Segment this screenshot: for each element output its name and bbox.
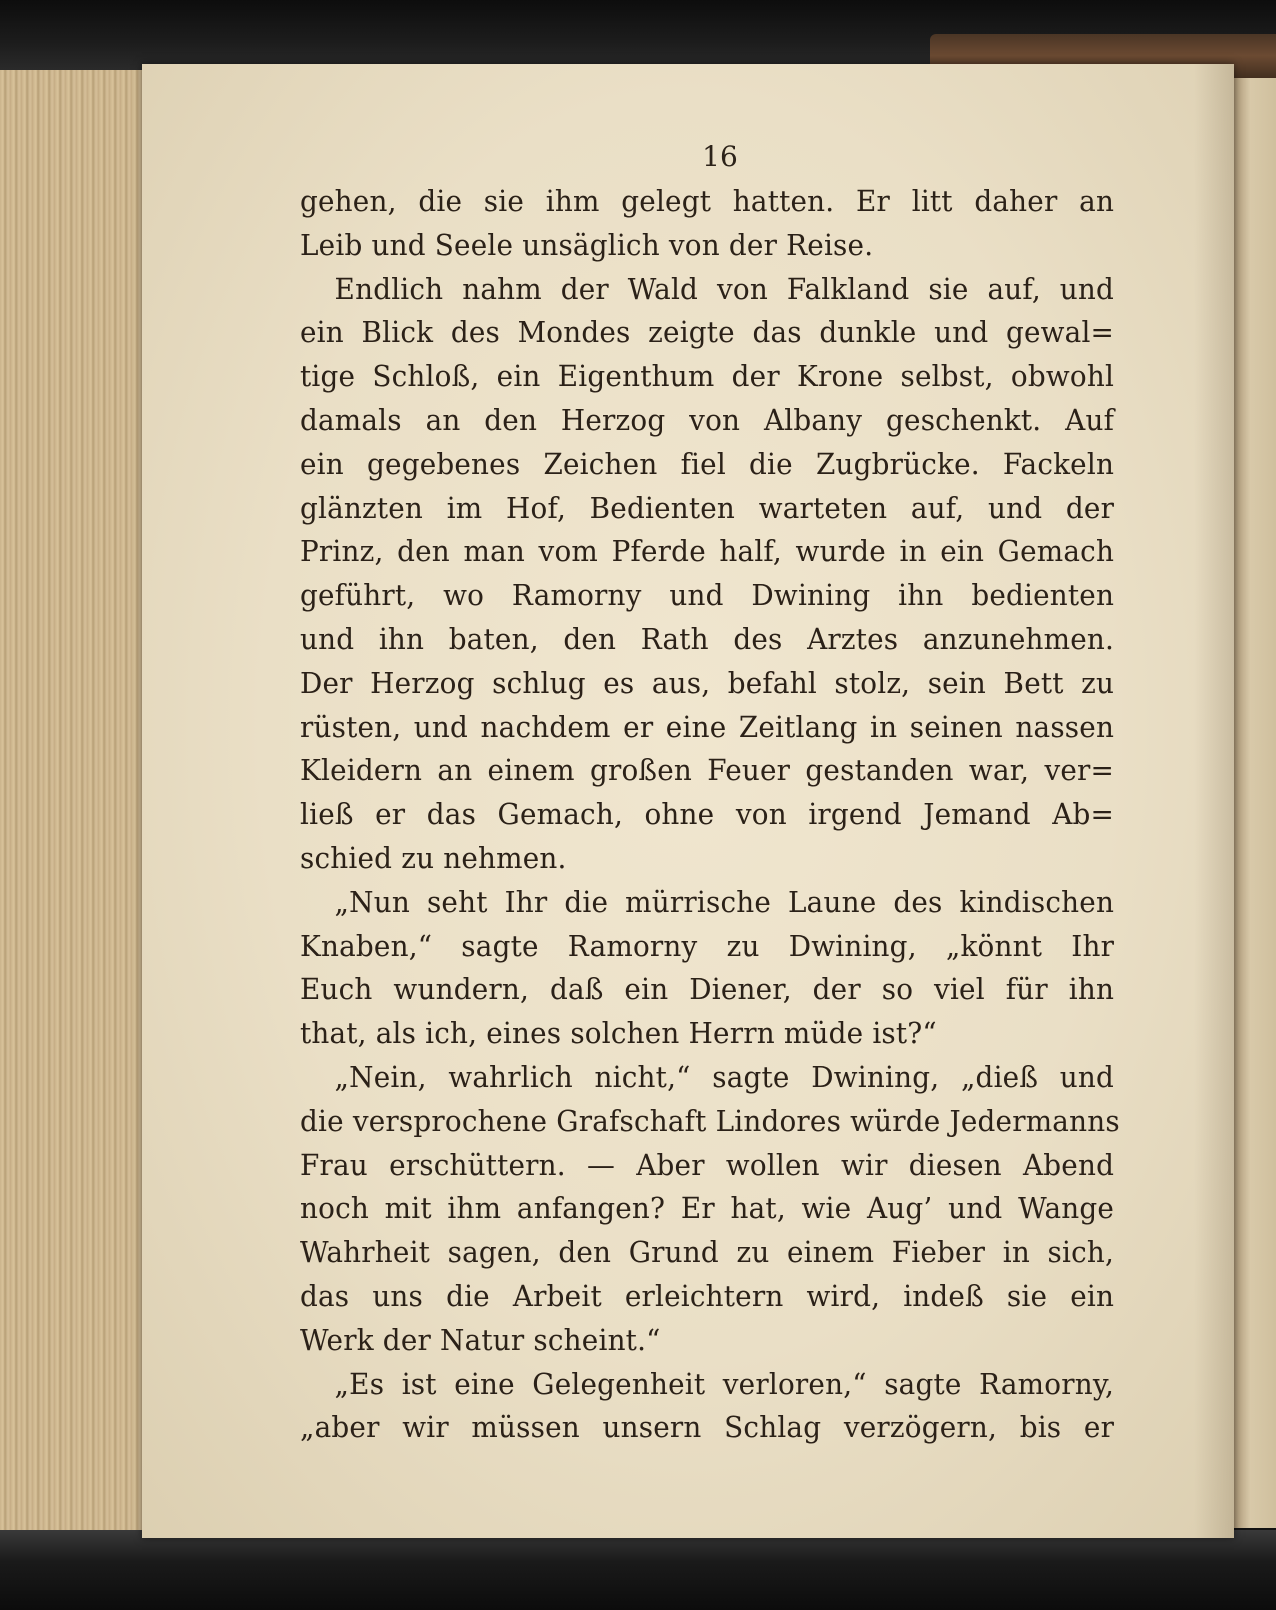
text-line: that, als ich, eines solchen Herrn müde ist?“: [300, 1016, 937, 1051]
text-line: „Es ist eine Gelegenheit verloren,“ sagte Ramorny,: [334, 1366, 1115, 1401]
page-number: 16: [702, 140, 738, 173]
text-line: Frau erschüttern. — Aber wollen wir diesen Abend: [300, 1147, 1115, 1182]
page-stack-edge: [0, 70, 153, 1530]
text-line: das uns die Arbeit erleichtern wird, indeß sie ein: [300, 1278, 1115, 1313]
text-line: ein Blick des Mondes zeigte das dunkle und gewal=: [300, 315, 1115, 350]
text-line: geführt, wo Ramorny und Dwining ihn bedienten: [300, 578, 1115, 613]
text-line: Endlich nahm der Wald von Falkland sie auf, und: [334, 271, 1115, 306]
text-line: Knaben,“ sagte Ramorny zu Dwining, „könnt Ihr: [300, 928, 1115, 963]
text-line: glänzten im Hof, Bedienten warteten auf, und der: [300, 490, 1115, 525]
text-line: die versprochene Grafschaft Lindores würde Jedermanns: [300, 1103, 1120, 1138]
text-line: Prinz, den man vom Pferde half, wurde in ein Gemach: [300, 534, 1115, 569]
text-line: noch mit ihm anfangen? Er hat, wie Aug’ und Wange: [300, 1191, 1115, 1226]
book-bottom-edge: [0, 1530, 1276, 1610]
text-line: rüsten, und nachdem er eine Zeitlang in seinen nassen: [300, 709, 1115, 744]
text-line: „Nein, wahrlich nicht,“ sagte Dwining, „dieß und: [334, 1059, 1115, 1094]
text-line: ließ er das Gemach, ohne von irgend Jemand Ab=: [300, 797, 1115, 832]
page-gutter-shadow: [1194, 64, 1234, 1538]
page-text: [300, 180, 1120, 1450]
text-line: gehen, die sie ihm gelegt hatten. Er litt daher an: [300, 184, 1115, 218]
text-line: Kleidern an einem großen Feuer gestanden war, ver=: [300, 753, 1115, 788]
text-line: schied zu nehmen.: [300, 840, 567, 875]
text-line: Der Herzog schlug es aus, befahl stolz, sein Bett zu: [300, 665, 1115, 700]
text-line: tige Schloß, ein Eigenthum der Krone selbst, obwohl: [300, 359, 1115, 394]
text-line: Werk der Natur scheint.“: [300, 1322, 661, 1357]
text-line: Euch wundern, daß ein Diener, der so viel für ihn: [300, 972, 1115, 1007]
text-line: damals an den Herzog von Albany geschenkt. Auf: [300, 402, 1115, 437]
text-line: ein gegebenes Zeichen fiel die Zugbrücke. Fackeln: [300, 446, 1115, 481]
text-line: „Nun seht Ihr die mürrische Laune des kindischen: [334, 884, 1115, 919]
text-line: Wahrheit sagen, den Grund zu einem Fieber in sich,: [300, 1235, 1115, 1270]
text-line: und ihn baten, den Rath des Arztes anzunehmen.: [300, 621, 1115, 656]
facing-page-edge: [1230, 78, 1276, 1528]
text-line: Leib und Seele unsäglich von der Reise.: [300, 227, 874, 262]
text-line: „aber wir müssen unsern Schlag verzögern, bis er: [300, 1410, 1115, 1445]
